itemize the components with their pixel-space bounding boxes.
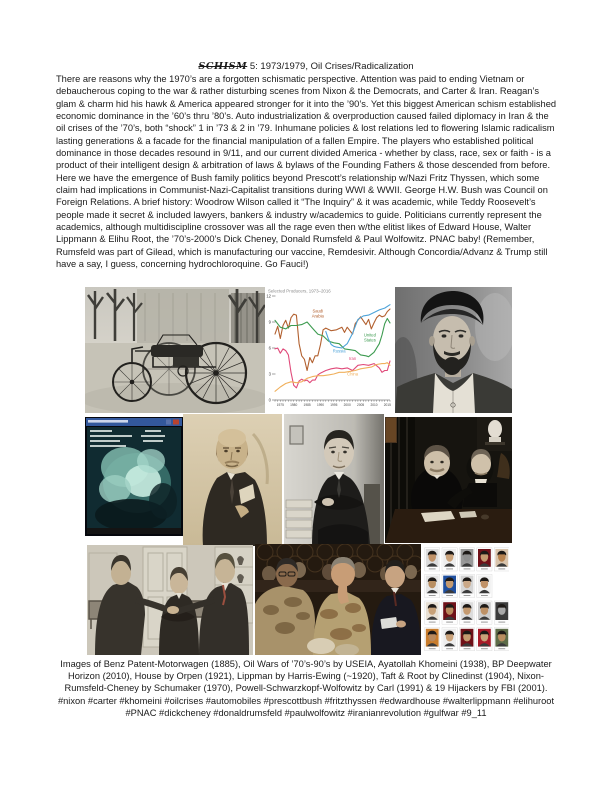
khomeini-portrait-illustration (395, 287, 512, 413)
hijacker-mugshot (459, 628, 474, 651)
chart-title: Selected Producers, 1973–2016 (268, 288, 331, 294)
photo-taft-and-root (385, 417, 512, 543)
hijacker-mugshot (425, 628, 440, 651)
photo-deepwater-horizon (85, 417, 183, 536)
svg-text:3: 3 (268, 371, 271, 377)
svg-text:2000: 2000 (343, 403, 351, 407)
oil-production-chart (265, 286, 395, 414)
nixon-handshake-illustration (87, 545, 253, 655)
window-close-icon (173, 420, 179, 425)
taft-root-illustration (385, 417, 512, 543)
svg-text:12: 12 (266, 293, 271, 299)
svg-text:2010: 2010 (370, 403, 378, 407)
hijacker-mugshot (425, 574, 440, 597)
hijacker-mugshot (442, 548, 457, 571)
photo-khomeini-portrait (395, 287, 512, 413)
svg-text:0: 0 (268, 397, 271, 403)
svg-text:1985: 1985 (303, 403, 311, 407)
hijacker-mugshot (477, 601, 492, 624)
hijacker-mugshot (442, 628, 457, 651)
benz-motorwagen-illustration (85, 287, 265, 413)
edward-house-illustration (183, 414, 282, 546)
hijacker-mugshot (477, 574, 492, 597)
hijacker-mugshot (494, 628, 509, 651)
photo-nixon-rumsfeld-cheney (87, 545, 253, 655)
hijacker-mugshot (459, 574, 474, 597)
hijacker-mugshot (477, 548, 492, 571)
svg-text:9: 9 (268, 319, 271, 325)
title-rest: 5: 1973/1979, Oil Crises/Radicalization (247, 61, 414, 72)
hijacker-mugshot (425, 548, 440, 571)
svg-text:2015: 2015 (383, 403, 391, 407)
svg-text:1995: 1995 (330, 403, 338, 407)
hijacker-mugshot (477, 628, 492, 651)
bust-statue (488, 420, 502, 438)
photo-benz-motorwagen (85, 287, 265, 413)
title-styled-word: SCHISM (198, 61, 248, 72)
series-iran-label: Iran (348, 356, 357, 362)
series-russia-label: Russia (332, 348, 346, 354)
photo-walter-lippmann (284, 414, 384, 546)
svg-text:1975: 1975 (276, 403, 284, 407)
hijacker-mugshot (459, 548, 474, 571)
hijacker-mugshot (442, 574, 457, 597)
series-united-states-label: United (363, 332, 376, 338)
series-saudi-arabia-label: Saudi (312, 308, 324, 314)
image-credits-caption: Images of Benz Patent-Motorwagen (1885), Oil Wars of ’70’s-90’s by USEIA, Ayatollah Khomeini (1938), BP Deepwater Horizon (2010), House by Orpen (1921), Lippman by Harris-Ewing (~1920), Taft & Root by Clinedinst (1904), Nixon-Rumsfeld-Cheney by Schumaker (1970), Powell-Schwarzkopf-Wolfowitz by Carl (1991) & 19 Hijackers by FBI (2001). #nixon #carter #khomeini #oilcrises #automobiles #prescottbush #fritzthyssen #edwardhouse #walterlippmann #elihuroot #PNAC #dickcheney #donaldrumsfeld #paulwolfowitz #iranianrevolution #gulfwar #9_11 (57, 659, 555, 718)
oil-chart-svg (265, 286, 395, 414)
hijacker-mugshot (494, 601, 509, 624)
photo-powell-schwarzkopf-wolfowitz (255, 544, 421, 655)
svg-text:6: 6 (268, 345, 271, 351)
hijacker-mugshot (442, 601, 457, 624)
photo-19-hijackers-grid (424, 547, 509, 653)
svg-text:1990: 1990 (316, 403, 325, 407)
hijacker-mugshot (425, 601, 440, 624)
gulf-war-briefing-illustration (255, 544, 421, 655)
body-paragraph: There are reasons why the 1970’s are a forgotten schismatic perspective. Attention was paid to ending Vietnam or debaucherous coping to the war & rather disturbing scenes from Nixon & the Democrats, and Carter & Iran. Reagan’s glam & charm hid his hawk & America appeared stronger for it into the ’90’s. Yet this biggest American schism established economic dominance in the ’60’s thru ’80’s. Auto industrialization & overproduction caused failed diplomacy in Iran & the oil crises of the ’70’s, both “shock” 1 in ’73 & 2 in ’79. Inhumane policies & lost relations led to flowering Islamic radicalism lasting generations & a facade for the financial manipulation of a fallen Empire. The players who established political dominance in those decades resound in 9/11, and our current divided America - whether by class, race, sex or faith - is a product of their intelligent design & arbitration of laws & bylaws of the Founding Fathers & those descended from before. Here we have the emergence of Bush family politics beyond Prescott’s relationship w/Nazi Fritz Thyssen, which some claim had implications in Communist-Nazi-Capitalist transitions during WWI & WWII. George H.W. Bush was Council on Foreign Relations. A brief history: Woodrow Wilson called it “The Inquiry” & it was academic, while Teddy Roosevelt’s people made it secret & included lawyers, bankers & industry w/academics to guide. Politicians currently represent the academics, although multidiscipline crossover was all the rage even then w/the elitist likes of Edward House, Walter Lippmann & Elihu Root, the ’70’s-2000’s Dick Cheney, Donald Rumsfeld & Paul Wolfowitz. PNAC baby! (Remember, Rumsfeld was part of Gilead, which is manufacturing our vaccine, Remdesivir. Although Concordia/Advanz & Trump still have a say, I guess, concerning hydrochloroquine. Go Fauci!) (56, 74, 557, 270)
hijacker-mugshot (459, 601, 474, 624)
series-china-label: China (347, 371, 359, 377)
hijacker-mugshot (494, 548, 509, 571)
page-title (0, 61, 612, 72)
svg-text:1980: 1980 (290, 403, 298, 407)
walter-lippmann-illustration (284, 414, 384, 546)
svg-text:2005: 2005 (357, 403, 365, 407)
hijackers-mugshot-grid (424, 547, 509, 653)
handshake (167, 606, 179, 614)
series-united-states-label: States (363, 337, 376, 343)
photo-edward-house-painting (183, 414, 282, 546)
series-saudi-arabia-label: Arabia (311, 313, 324, 319)
deepwater-rov-video-illustration (85, 417, 183, 536)
